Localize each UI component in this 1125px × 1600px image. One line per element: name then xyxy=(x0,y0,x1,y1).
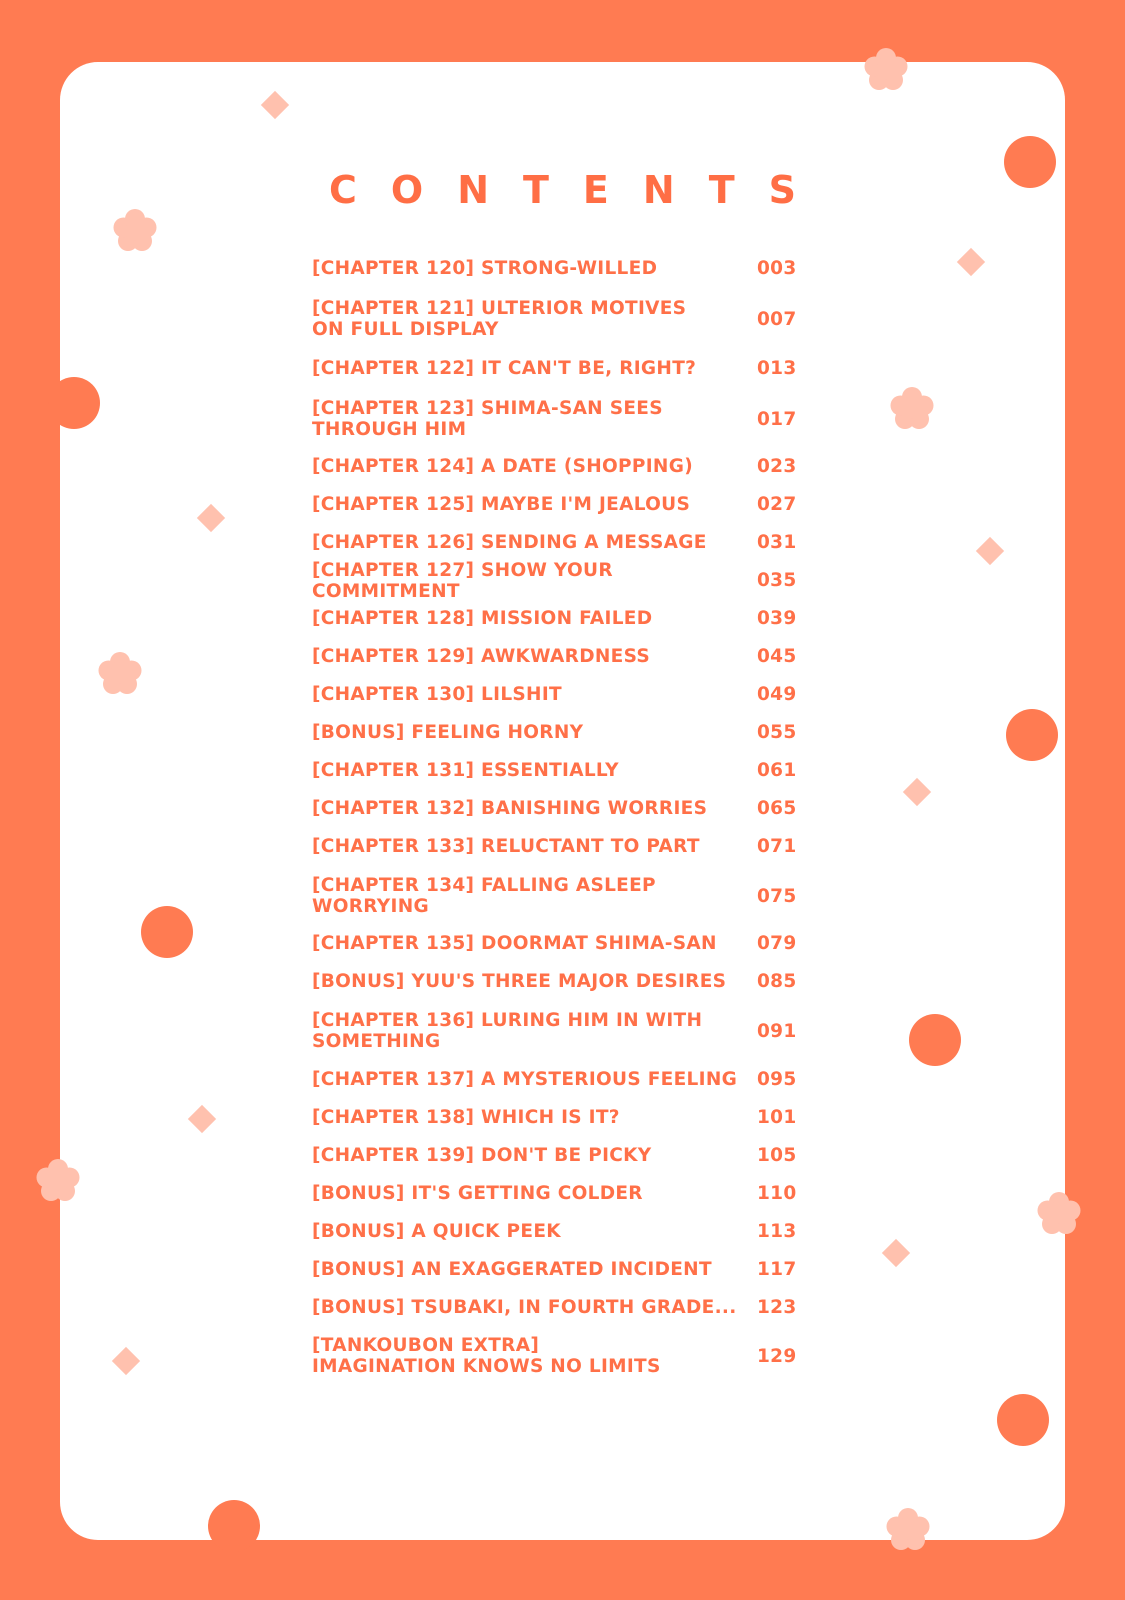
toc-entry-page-number: 101 xyxy=(757,1107,797,1128)
toc-entry-page-number: 045 xyxy=(757,646,797,667)
orange-dot-decoration xyxy=(997,1394,1049,1446)
toc-entry-page-number: 007 xyxy=(757,308,797,330)
toc-entry-page-number: 113 xyxy=(757,1221,797,1242)
toc-entry xyxy=(312,1010,832,1052)
toc-entry xyxy=(312,456,832,477)
toc-entry-title: [CHAPTER 134] FALLING ASLEEP WORRYING xyxy=(312,875,656,917)
toc-entry xyxy=(312,1069,832,1090)
toc-entry-page-number: 129 xyxy=(757,1345,797,1367)
toc-entry xyxy=(312,798,832,819)
toc-entry xyxy=(312,398,832,440)
orange-dot-decoration xyxy=(1006,709,1058,761)
flower-decoration xyxy=(111,207,159,255)
toc-entry xyxy=(312,722,832,743)
toc-entry xyxy=(312,532,832,553)
toc-entry xyxy=(312,1145,832,1166)
orange-dot-decoration xyxy=(48,377,100,429)
toc-entry-page-number: 085 xyxy=(757,971,797,992)
flower-decoration xyxy=(884,1506,932,1554)
toc-entry-page-number: 123 xyxy=(757,1297,797,1318)
toc-entry-title: [BONUS] FEELING HORNY xyxy=(312,722,584,743)
flower-decoration xyxy=(888,385,936,433)
toc-entry-title: [CHAPTER 125] MAYBE I'M JEALOUS xyxy=(312,494,691,515)
toc-entry-page-number: 023 xyxy=(757,456,797,477)
toc-entry xyxy=(312,1221,832,1242)
toc-entry-title: [CHAPTER 122] IT CAN'T BE, RIGHT? xyxy=(312,358,697,379)
toc-entry-title: [CHAPTER 126] SENDING A MESSAGE xyxy=(312,532,707,553)
toc-entry xyxy=(312,494,832,515)
toc-entry-title: [CHAPTER 120] STRONG-WILLED xyxy=(312,258,658,279)
toc-entry xyxy=(312,1183,832,1204)
toc-entry xyxy=(312,559,832,602)
toc-entry xyxy=(312,684,832,705)
toc-entry-title: [BONUS] IT'S GETTING COLDER xyxy=(312,1183,643,1204)
toc-entry-page-number: 017 xyxy=(757,408,797,430)
toc-entry-title: [CHAPTER 133] RELUCTANT TO PART xyxy=(312,836,700,857)
toc-entry-title: [CHAPTER 137] A MYSTERIOUS FEELING xyxy=(312,1069,738,1090)
toc-entry-title: [CHAPTER 128] MISSION FAILED xyxy=(312,608,653,629)
toc-entry-title: [CHAPTER 129] AWKWARDNESS xyxy=(312,646,651,667)
toc-entry-title: [BONUS] A QUICK PEEK xyxy=(312,1221,561,1242)
toc-entry-title: [CHAPTER 130] LILSHIT xyxy=(312,684,562,705)
toc-entry-title: [CHAPTER 139] DON'T BE PICKY xyxy=(312,1145,652,1166)
toc-entry xyxy=(312,875,832,917)
toc-entry xyxy=(312,358,832,379)
flower-decoration xyxy=(96,650,144,698)
toc-entry-page-number: 105 xyxy=(757,1145,797,1166)
toc-entry-page-number: 071 xyxy=(757,836,797,857)
orange-dot-decoration xyxy=(909,1014,961,1066)
toc-entry-page-number: 049 xyxy=(757,684,797,705)
toc-entry-title: [CHAPTER 121] ULTERIOR MOTIVES ON FULL DISPLAY xyxy=(312,298,687,340)
flower-decoration xyxy=(34,1157,82,1205)
toc-entry-page-number: 110 xyxy=(757,1183,797,1204)
toc-entry-page-number: 065 xyxy=(757,798,797,819)
toc-entry-page-number: 027 xyxy=(757,494,797,515)
toc-entry-title: [CHAPTER 127] SHOW YOUR COMMITMENT xyxy=(312,559,613,602)
orange-dot-decoration xyxy=(208,1500,260,1552)
toc-entry-page-number: 013 xyxy=(757,358,797,379)
toc-entry-page-number: 055 xyxy=(757,722,797,743)
toc-entry xyxy=(312,836,832,857)
toc-entry-title: [BONUS] TSUBAKI, IN FOURTH GRADE... xyxy=(312,1297,737,1318)
toc-entry-title: [TANKOUBON EXTRA] IMAGINATION KNOWS NO LIMITS xyxy=(312,1335,661,1377)
toc-entry-title: [CHAPTER 123] SHIMA-SAN SEES THROUGH HIM xyxy=(312,398,663,440)
toc-entry xyxy=(312,258,832,279)
toc-entry-page-number: 035 xyxy=(757,570,797,591)
toc-entry xyxy=(312,1297,832,1318)
toc-entry xyxy=(312,298,832,340)
flower-decoration xyxy=(1035,1190,1083,1238)
toc-entry xyxy=(312,646,832,667)
toc-entry xyxy=(312,933,832,954)
toc-entry-page-number: 003 xyxy=(757,258,797,279)
toc-entry-page-number: 091 xyxy=(757,1020,797,1042)
toc-entry-title: [CHAPTER 132] BANISHING WORRIES xyxy=(312,798,708,819)
toc-entry-title: [BONUS] YUU'S THREE MAJOR DESIRES xyxy=(312,971,727,992)
toc-entry-page-number: 079 xyxy=(757,933,797,954)
toc-entry xyxy=(312,1107,832,1128)
toc-entry-title: [CHAPTER 131] ESSENTIALLY xyxy=(312,760,619,781)
toc-entry xyxy=(312,608,832,629)
toc-entry xyxy=(312,1335,832,1377)
toc-entry-page-number: 031 xyxy=(757,532,797,553)
toc-entry-page-number: 075 xyxy=(757,885,797,907)
toc-entry xyxy=(312,1259,832,1280)
toc-entry-title: [CHAPTER 138] WHICH IS IT? xyxy=(312,1107,620,1128)
flower-decoration xyxy=(862,46,910,94)
toc-entry-page-number: 095 xyxy=(757,1069,797,1090)
page-title: CONTENTS xyxy=(329,168,830,212)
toc-entry-title: [CHAPTER 135] DOORMAT SHIMA-SAN xyxy=(312,933,717,954)
toc-entry xyxy=(312,760,832,781)
toc-entry-page-number: 117 xyxy=(757,1259,797,1280)
toc-entry-page-number: 061 xyxy=(757,760,797,781)
orange-dot-decoration xyxy=(141,906,193,958)
toc-entry-title: [CHAPTER 124] A DATE (SHOPPING) xyxy=(312,456,693,477)
toc-entry-title: [BONUS] AN EXAGGERATED INCIDENT xyxy=(312,1259,712,1280)
toc-entry-title: [CHAPTER 136] LURING HIM IN WITH SOMETHING xyxy=(312,1010,703,1052)
toc-entry xyxy=(312,971,832,992)
toc-entry-page-number: 039 xyxy=(757,608,797,629)
